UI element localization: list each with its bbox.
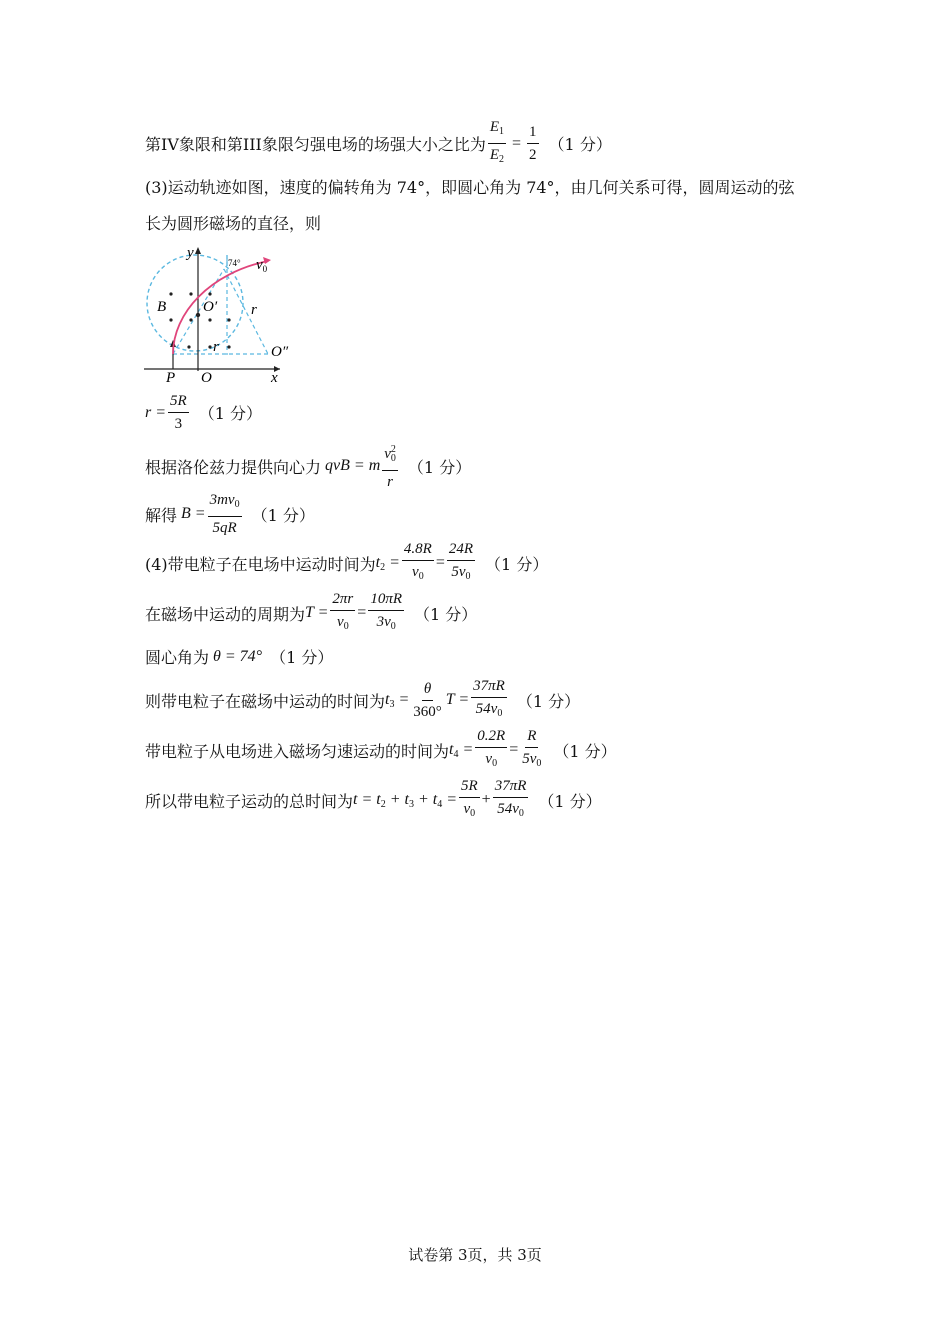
P-label: P	[166, 370, 176, 385]
r-label-right: r	[251, 302, 257, 318]
lorentz-equation: 根据洛伦兹力提供向心力 qvB = m $\frac{v_0^2}{r}$ （1 分）	[145, 441, 471, 491]
score-mark: （1 分）	[553, 741, 617, 761]
O-prime-label: O′	[203, 299, 218, 315]
period-equation: 在磁场中运动的周期为 T = $\frac{2\pi r}{v_0}$ = $\frac{10\pi R}{3v_0}$ （1 分）	[145, 591, 478, 632]
O-dprime-label: O″	[271, 344, 289, 360]
y-label: y	[187, 245, 194, 261]
page-footer: 试卷第 3页，共 3页	[408, 1246, 542, 1264]
O-label: O	[201, 370, 212, 385]
score-mark: （1 分）	[270, 648, 334, 667]
radius-equation: r = $\frac{5R}{3}$ （1 分）	[145, 393, 262, 432]
angle-label: 74°	[228, 258, 241, 268]
score-mark: （1 分）	[414, 604, 478, 624]
total-time-equation: 所以带电粒子运动的总时间为 $t = t_2 + t_3 + t_4$ = $\frac{5R}{v_0}$ + $\frac{37\pi R}{54v_0}$ （1 分）	[145, 778, 602, 819]
score-mark: （1 分）	[548, 135, 612, 154]
r-label-inner: r	[213, 339, 219, 355]
y-axis-arrow	[195, 247, 201, 254]
field-dots	[169, 292, 230, 348]
B-label: B	[157, 299, 167, 315]
solve-B-equation: 解得 B = $\frac{3mv_0}{5qR}$ （1 分）	[145, 492, 315, 536]
central-angle-line: 圆心角为 θ = 74° （1 分）	[145, 645, 333, 668]
score-mark: （1 分）	[485, 554, 549, 574]
score-mark: （1 分）	[251, 505, 315, 525]
score-mark: （1 分）	[538, 791, 602, 811]
ratio-text: 第IV象限和第III象限匀强电场的场强大小之比为	[145, 135, 486, 154]
v0-label: $v_0$	[256, 257, 268, 274]
ratio-line: 第IV象限和第III象限匀强电场的场强大小之比为 $\frac{E_1}{E_2}$ = $\frac{1}{2}$ （1 分）	[145, 118, 612, 169]
score-mark: （1 分）	[516, 691, 581, 711]
ratio-fraction: $\frac{E_1}{E_2}$	[489, 119, 505, 165]
part3-intro: (3)运动轨迹如图，速度的偏转角为 74°，即圆心角为 74°，由几何关系可得，圆周运动的弦	[145, 178, 795, 197]
magnetic-time-equation: 则带电粒子在磁场中运动的时间为 $t_3$ = $\frac{\theta}{360^\circ}$ T = $\frac{37\pi R}{54v_0}$ （1 分）	[145, 678, 581, 720]
dashed-radius-upper	[224, 269, 268, 354]
electric-time-equation: (4)带电粒子在电场中运动时间为 $t_2$ = $\frac{4.8R}{v_0}$ = $\frac{24R}{5v_0}$ （1 分）	[145, 541, 549, 582]
part3-intro-cont: 长为圆形磁场的直径，则	[145, 214, 322, 233]
score-mark: （1 分）	[198, 404, 262, 423]
x-label: x	[271, 370, 278, 385]
transit-time-equation: 带电粒子从电场进入磁场匀速运动的时间为 $t_4$ = $\frac{0.2R}{v_0}$ = $\frac{R}{5v_0}$ （1 分）	[145, 728, 617, 769]
score-mark: （1 分）	[407, 457, 472, 477]
trajectory-arrow	[263, 257, 271, 264]
trajectory-figure	[140, 243, 300, 385]
half-fraction: $\frac{1}{2}$	[529, 124, 537, 163]
